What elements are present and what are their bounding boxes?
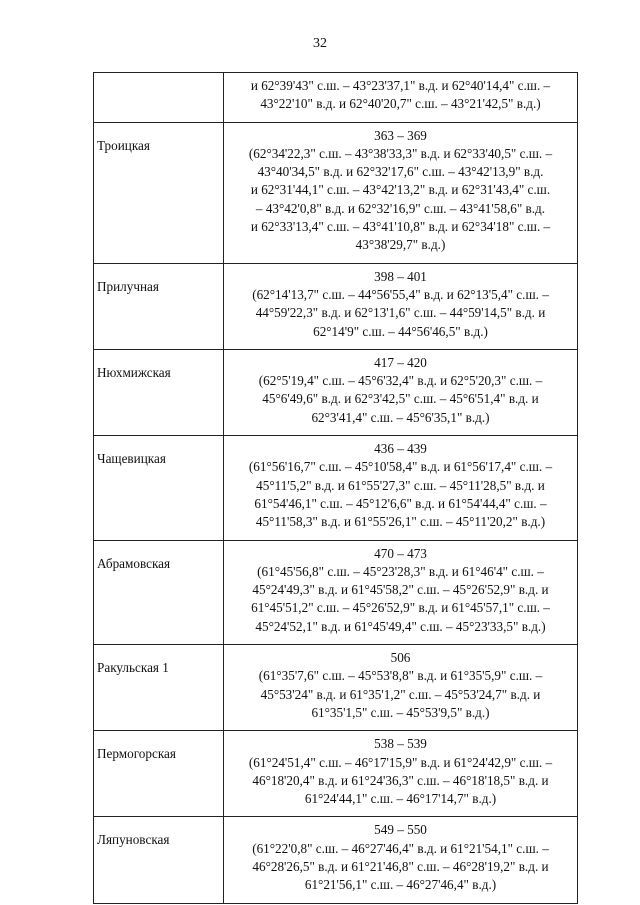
table-row [94, 540, 578, 644]
coordinates-cell [224, 540, 578, 644]
table-row [94, 436, 578, 540]
coordinate-line: 43°22'10" в.д. и 62°40'20,7" с.ш. – 43°21'42,5" в.д.) [260, 96, 541, 112]
coordinate-line: (61°56'16,7" с.ш. – 45°10'58,4" в.д. и 61°56'17,4" с.ш. – [248, 459, 553, 475]
coordinate-line: 45°6'49,6" в.д. и 62°3'42,5" с.ш. – 45°6'51,4" в.д. и [262, 391, 539, 407]
coordinate-line: (61°35'7,6" с.ш. – 45°53'8,8" в.д. и 61°35'5,9" с.ш. – [258, 668, 543, 684]
coordinates-cell [224, 817, 578, 903]
site-name-cell: Нюхмижская [94, 349, 224, 435]
table-row [94, 731, 578, 817]
km-range: 470 – 473 [374, 545, 427, 561]
coordinate-line: 61°21'56,1" с.ш. – 46°27'46,4" в.д.) [304, 877, 497, 893]
coordinate-line: (61°45'56,8" с.ш. – 45°23'28,3" в.д. и 61°46'4" с.ш. – [257, 563, 544, 579]
coordinate-line: 45°24'52,1" в.д. и 61°45'49,4" с.ш. – 45°23'33,5" в.д.) [255, 618, 546, 634]
table-row [94, 73, 578, 123]
coordinate-line: 61°54'46,1" с.ш. – 45°12'6,6" в.д. и 61°54'44,4" с.ш. – [254, 495, 547, 511]
table-row [94, 263, 578, 349]
coordinate-line: 45°11'58,3" в.д. и 61°55'26,1" с.ш. – 45°11'20,2" в.д.) [255, 514, 546, 530]
site-name-cell: Троицкая [94, 122, 224, 263]
coordinate-line: 45°24'49,3" в.д. и 61°45'58,2" с.ш. – 45°26'52,9" в.д. и [252, 582, 549, 598]
km-range: 398 – 401 [374, 268, 427, 284]
km-range: 549 – 550 [374, 822, 427, 838]
table-row [94, 817, 578, 903]
km-range: 417 – 420 [374, 354, 427, 370]
coordinate-line: и 62°39'43" с.ш. – 43°23'37,1" в.д. и 62°40'14,4" с.ш. – [250, 78, 551, 93]
coordinates-cell [224, 122, 578, 263]
coordinate-line: 62°14'9" с.ш. – 44°56'46,5" в.д.) [313, 323, 488, 339]
coordinate-line: (62°34'22,3" с.ш. – 43°38'33,3" в.д. и 62°33'40,5" с.ш. – [248, 145, 553, 161]
site-name-cell: Пермогорская [94, 731, 224, 817]
coordinate-line: (62°5'19,4" с.ш. – 45°6'32,4" в.д. и 62°5'20,3" с.ш. – [258, 373, 543, 389]
coordinate-line: 43°38'29,7" в.д.) [355, 237, 446, 253]
site-name-cell: Ракульская 1 [94, 645, 224, 731]
km-range: 436 – 439 [374, 441, 427, 457]
coordinate-line: 46°28'26,5" в.д. и 61°21'46,8" с.ш. – 46°28'19,2" в.д. и [252, 858, 549, 874]
coordinates-table [93, 72, 578, 904]
site-name-cell: Абрамовская [94, 540, 224, 644]
coordinates-cell [224, 645, 578, 731]
coordinate-line: и 62°31'44,1" с.ш. – 43°42'13,2" в.д. и 62°31'43,4" с.ш. [250, 182, 551, 198]
km-range: 363 – 369 [374, 127, 427, 143]
coordinates-cell [224, 349, 578, 435]
coordinates-cell [224, 731, 578, 817]
table-body [94, 73, 578, 904]
coordinate-line: 61°35'1,5" с.ш. – 45°53'9,5" в.д.) [311, 704, 490, 720]
coordinates-cell [224, 436, 578, 540]
coordinates-cell [224, 263, 578, 349]
coordinate-line: 43°40'34,5" в.д. и 62°32'17,6" с.ш. – 43°42'13,9" в.д. [257, 164, 544, 180]
coordinate-line: 45°53'24" в.д. и 61°35'1,2" с.ш. – 45°53'24,7" в.д. и [260, 686, 541, 702]
site-name-cell: Чащевицкая [94, 436, 224, 540]
coordinate-line: 45°11'5,2" в.д. и 61°55'27,3" с.ш. – 45°11'28,5" в.д. и [256, 477, 545, 493]
coordinate-line: (61°24'51,4" с.ш. – 46°17'15,9" в.д. и 61°24'42,9" с.ш. – [248, 754, 553, 770]
page-number: 32 [313, 36, 327, 51]
site-name-cell: Прилучная [94, 263, 224, 349]
table-row [94, 122, 578, 263]
coordinate-line: и 62°33'13,4" с.ш. – 43°41'10,8" в.д. и 62°34'18" с.ш. – [250, 219, 551, 235]
coordinate-line: 61°24'44,1" с.ш. – 46°17'14,7" в.д.) [304, 791, 497, 807]
coordinates-cell [224, 73, 578, 123]
coordinate-line: (61°22'0,8" с.ш. – 46°27'46,4" в.д. и 61°21'54,1" с.ш. – [252, 840, 549, 856]
km-range: 538 – 539 [374, 736, 427, 752]
km-range: 506 [390, 650, 411, 666]
coordinate-line: 61°45'51,2" с.ш. – 45°26'52,9" в.д. и 61°45'57,1" с.ш. – [251, 600, 550, 616]
site-name-cell [94, 73, 224, 123]
coordinate-line: 62°3'41,4" с.ш. – 45°6'35,1" в.д.) [311, 409, 490, 425]
table-row [94, 349, 578, 435]
coordinate-line: – 43°42'0,8" в.д. и 62°32'16,9" с.ш. – 43°41'58,6" в.д. [255, 200, 546, 216]
coordinate-line: (62°14'13,7" с.ш. – 44°56'55,4" в.д. и 62°13'5,4" с.ш. – [252, 286, 549, 302]
coordinate-line: 44°59'22,3" в.д. и 62°13'1,6" с.ш. – 44°59'14,5" в.д. и [255, 305, 546, 321]
coordinate-line: 46°18'20,4" в.д. и 61°24'36,3" с.ш. – 46°18'18,5" в.д. и [252, 772, 549, 788]
table-row [94, 645, 578, 731]
site-name-cell: Ляпуновская [94, 817, 224, 903]
